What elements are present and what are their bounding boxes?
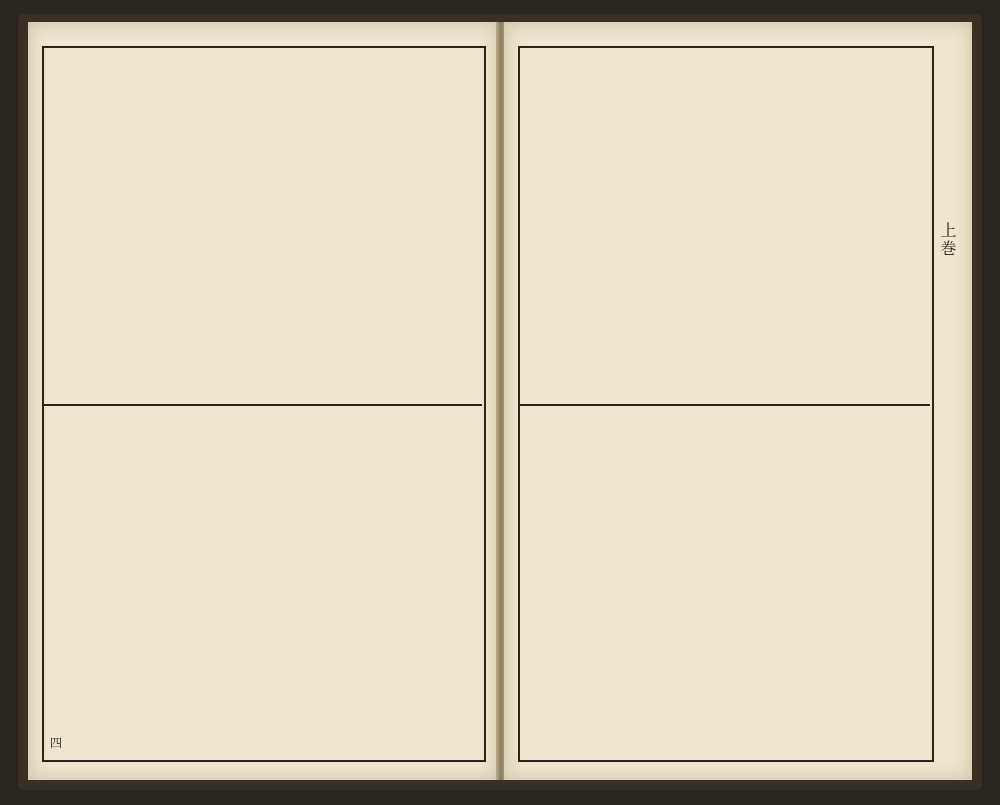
right-page	[504, 22, 972, 780]
section-label: 上巻	[938, 222, 957, 258]
right-page-divider	[518, 404, 930, 406]
left-upper-entries	[46, 50, 478, 400]
right-lower-entries	[522, 408, 926, 754]
left-lower-entries	[46, 408, 478, 754]
right-upper-entries	[522, 50, 926, 400]
page-number: 四	[50, 736, 63, 750]
left-page-divider	[42, 404, 482, 406]
book-spread	[18, 14, 982, 790]
left-page	[28, 22, 498, 780]
